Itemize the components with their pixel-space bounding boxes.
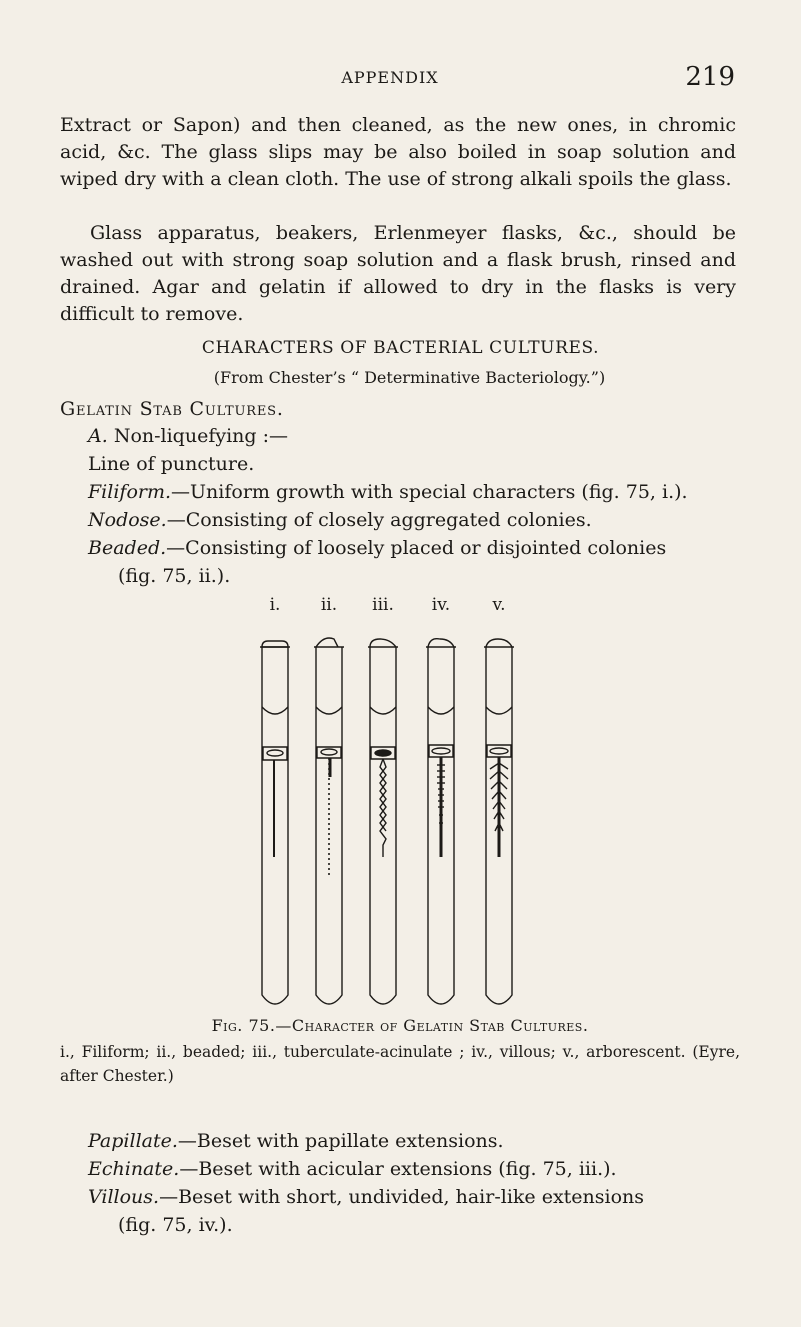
definition-text: —Consisting of closely aggregated colonies. bbox=[166, 509, 592, 531]
test-tube-tuberculate bbox=[368, 639, 398, 1004]
section-source bbox=[0, 368, 801, 387]
definition-nodose bbox=[88, 509, 592, 531]
definition-term: Papillate. bbox=[88, 1130, 178, 1152]
running-head bbox=[45, 62, 735, 92]
tube-label: i. bbox=[269, 595, 281, 615]
definition-text: —Consisting of loosely placed or disjointed colonies bbox=[166, 537, 667, 559]
tube-label: iii. bbox=[372, 595, 394, 615]
paragraph-cleaning-slips: Extract or Sapon) and then cleaned, as the new ones, in chromic acid, &c. The glass slips may be also boiled in soap solution and wiped dry with a clean cloth. The use of strong alkali spoils the glass. bbox=[60, 114, 736, 190]
definition-filiform bbox=[88, 481, 688, 503]
definition-term: Filiform. bbox=[88, 481, 172, 503]
paragraph-glass-apparatus: Glass apparatus, beakers, Erlenmeyer flasks, &c., should be washed out with strong soap solution and a flask brush, rinsed and drained. Agar and gelatin if allowed to dry in the flasks is very difficult to remove. bbox=[60, 222, 736, 325]
group-letter: A. bbox=[88, 425, 108, 447]
definition-echinate bbox=[88, 1158, 617, 1180]
section-title: CHARACTERS OF BACTERIAL CULTURES. bbox=[201, 338, 600, 358]
definition-term: Villous. bbox=[88, 1186, 160, 1208]
figure-caption-title: Fig. 75.—Character of Gelatin Stab Cultures. bbox=[211, 1016, 589, 1035]
running-title: APPENDIX bbox=[341, 68, 439, 87]
definition-villous-continuation: (fig. 75, iv.). bbox=[118, 1214, 233, 1236]
group-label: Non-liquefying :— bbox=[113, 425, 289, 447]
test-tube-filiform bbox=[260, 641, 290, 1004]
tube-label: ii. bbox=[320, 595, 338, 615]
definition-beaded bbox=[88, 537, 666, 559]
tube-label: v. bbox=[492, 595, 506, 615]
line-of-puncture: Line of puncture. bbox=[88, 453, 255, 475]
definition-papillate bbox=[88, 1130, 504, 1152]
definition-term: Echinate. bbox=[88, 1158, 180, 1180]
definition-villous bbox=[88, 1186, 644, 1208]
test-tubes-illustration bbox=[250, 595, 540, 1015]
section-source-text: (From Chester’s “ Determinative Bacteriology.”) bbox=[213, 368, 606, 387]
definition-text: —Beset with papillate extensions. bbox=[177, 1130, 504, 1152]
test-tube-beaded bbox=[314, 638, 344, 1004]
definition-beaded-continuation: (fig. 75, ii.). bbox=[118, 565, 231, 587]
page-number: 219 bbox=[685, 62, 735, 92]
figure-75 bbox=[250, 595, 540, 1015]
definition-term: Nodose. bbox=[88, 509, 167, 531]
group-heading bbox=[88, 425, 288, 447]
subsection-heading: Gelatin Stab Cultures. bbox=[60, 398, 284, 420]
definition-text: —Uniform growth with special characters (fig. 75, i.). bbox=[171, 481, 688, 503]
definition-text: —Beset with short, undivided, hair-like extensions bbox=[159, 1186, 645, 1208]
definition-text: —Beset with acicular extensions (fig. 75, iii.). bbox=[179, 1158, 617, 1180]
test-tube-villous bbox=[426, 639, 456, 1004]
definition-term: Beaded. bbox=[88, 537, 167, 559]
tube-label: iv. bbox=[431, 595, 451, 615]
test-tube-arborescent bbox=[484, 639, 514, 1004]
figure-caption-body: i., Filiform; ii., beaded; iii., tuberculate-acinulate ; iv., villous; v., arborescent. (Eyre, after Chester.) bbox=[60, 1043, 740, 1085]
